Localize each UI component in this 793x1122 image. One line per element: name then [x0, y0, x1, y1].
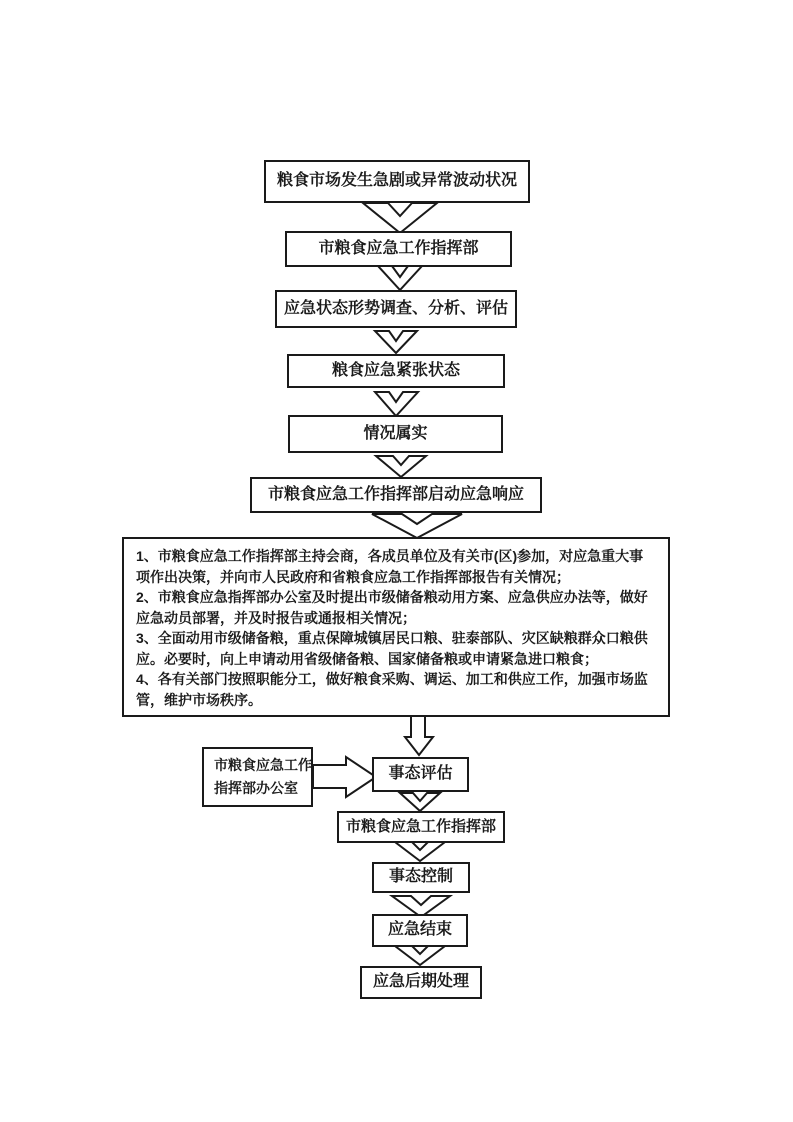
down-chevron-arrow-4 [375, 392, 418, 416]
response-measures-box [122, 537, 670, 717]
flow-box-situation-control: 事态控制 [372, 862, 470, 893]
response-measure-item: 3、全面动用市级储备粮，重点保障城镇居民口粮、驻泰部队、灾区缺粮群众口粮供应。必要时，向上申请动用省级储备粮、国家储备粮或申请紧急进口粮食； [136, 630, 648, 667]
down-chevron-arrow-7 [400, 793, 440, 811]
down-chevron-arrow-2 [378, 266, 422, 290]
office-box-line2: 指挥部办公室 [214, 780, 298, 796]
flow-box-market-fluctuation: 粮食市场发生急剧或异常波动状况 [264, 160, 530, 203]
response-measure-item: 2、市粮食应急指挥部办公室及时提出市级储备粮动用方案、应急供应办法等，做好应急动员部署，并及时报告或通报相关情况； [136, 589, 648, 626]
flow-box-start-emergency-response: 市粮食应急工作指挥部启动应急响应 [250, 477, 542, 513]
flow-box-command-center-2: 市粮食应急工作指挥部 [337, 811, 505, 843]
down-block-arrow [405, 716, 433, 755]
right-block-arrow [313, 757, 376, 797]
flow-box-investigation-analysis: 应急状态形势调查、分析、评估 [275, 290, 517, 328]
down-chevron-arrow-10 [395, 946, 445, 965]
flow-box-command-center: 市粮食应急工作指挥部 [285, 231, 512, 267]
flow-box-post-processing: 应急后期处理 [360, 966, 482, 999]
response-measure-item: 1、市粮食应急工作指挥部主持会商，各成员单位及有关市(区)参加，对应急重大事项作出决策，并向市人民政府和省粮食应急工作指挥部报告有关情况； [136, 548, 644, 585]
office-box-line1: 市粮食应急工作 [214, 757, 312, 773]
flow-box-situation-evaluation: 事态评估 [372, 757, 469, 792]
office-box [202, 747, 313, 807]
down-chevron-arrow-3 [375, 331, 417, 353]
down-chevron-arrow-6 [372, 514, 462, 538]
down-chevron-arrow-5 [376, 456, 426, 477]
down-chevron-arrow-1 [363, 203, 437, 233]
down-chevron-arrow-8 [395, 842, 445, 861]
flow-box-response-end: 应急结束 [372, 914, 468, 947]
flow-box-tension-state: 粮食应急紧张状态 [287, 354, 505, 388]
response-measure-item: 4、各有关部门按照职能分工，做好粮食采购、调运、加工和供应工作，加强市场监管，维护市场秩序。 [136, 671, 648, 708]
flow-box-situation-confirmed: 情况属实 [288, 415, 503, 453]
